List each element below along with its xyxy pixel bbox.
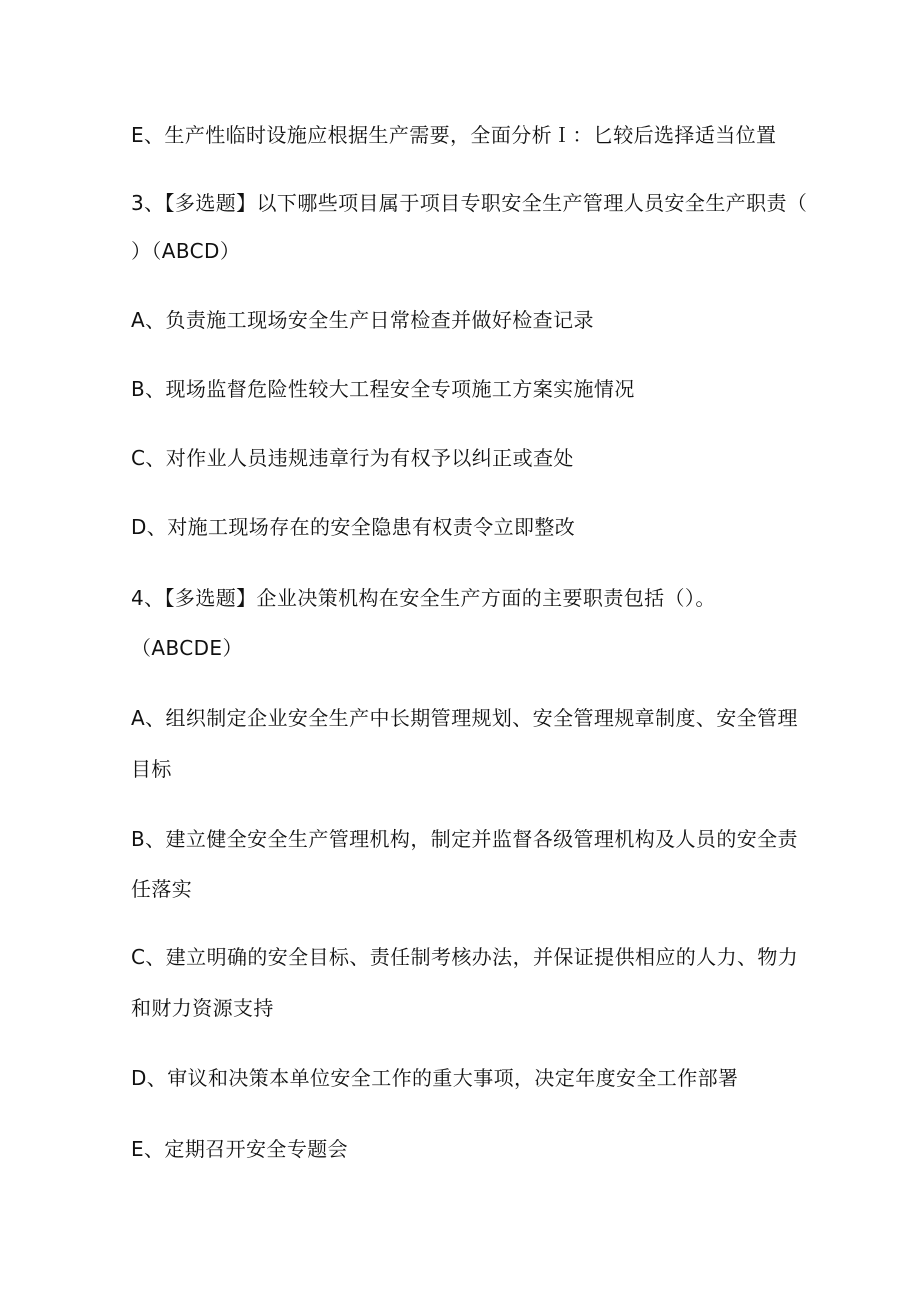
question-3-option-a: A、负责施工现场安全生产日常检查并做好检查记录: [131, 308, 594, 332]
question-4-option-e: E、定期召开安全专题会: [131, 1137, 349, 1161]
question-3-option-d: D、对施工现场存在的安全隐患有权责令立即整改: [131, 515, 576, 539]
question-3-line-1: 3、【多选题】以下哪些项目属于项目专职安全生产管理人员安全生产职责（: [131, 191, 808, 215]
question-4-option-c-line-2: 和财力资源支持: [131, 996, 274, 1020]
question-4-option-a-line-1: A、组织制定企业安全生产中长期管理规划、安全管理规章制度、安全管理: [131, 706, 798, 730]
question-4-line-1: 4、【多选题】企业决策机构在安全生产方面的主要职责包括（）。: [131, 586, 716, 610]
option-e-line: E、生产性临时设施应根据生产需要，全面分析Ｉ：匕较后选择适当位置: [131, 123, 777, 147]
question-4-option-a-line-2: 目标: [131, 757, 172, 781]
question-3-option-b: B、现场监督危险性较大工程安全专项施工方案实施情况: [131, 377, 635, 401]
question-3-line-2: ）（ABCD）: [131, 239, 241, 263]
question-4-option-d: D、审议和决策本单位安全工作的重大事项，决定年度安全工作部署: [131, 1066, 739, 1090]
question-4-option-b-line-2: 任落实: [131, 877, 193, 901]
question-3-option-c: C、对作业人员违规违章行为有权予以纠正或查处: [131, 446, 574, 470]
question-4-line-2: （ABCDE）: [131, 636, 243, 660]
question-4-option-c-line-1: C、建立明确的安全目标、责任制考核办法，并保证提供相应的人力、物力: [131, 945, 799, 969]
question-4-option-b-line-1: B、建立健全安全生产管理机构，制定并监督各级管理机构及人员的安全责: [131, 827, 798, 851]
